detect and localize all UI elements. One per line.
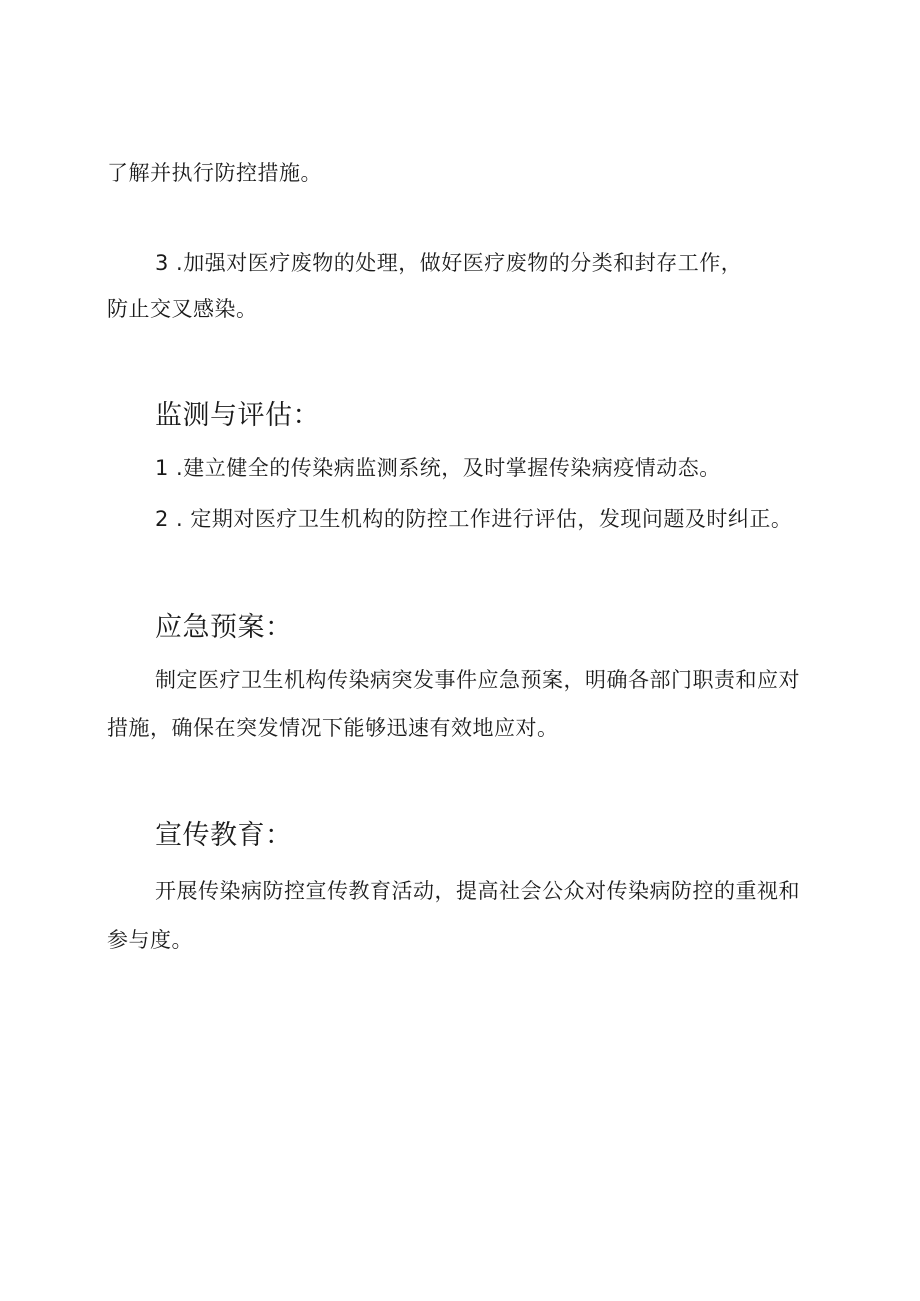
education-text-line-1: 开展传染病防控宣传教育活动，提高社会公众对传染病防控的重视和 — [155, 879, 800, 903]
intro-text-line-1: 了解并执行防控措施。 — [107, 161, 322, 185]
emergency-text-line-2: 措施，确保在突发情况下能够迅速有效地应对。 — [107, 716, 559, 740]
education-text-line-2: 参与度。 — [107, 928, 193, 952]
emergency-heading: 应急预案： — [155, 612, 293, 643]
monitoring-item-2: 2 . 定期对医疗卫生机构的防控工作进行评估，发现问题及时纠正。 — [155, 507, 793, 531]
monitoring-heading: 监测与评估： — [155, 400, 320, 431]
waste-item-line-2: 防止交叉感染。 — [107, 297, 258, 321]
education-heading: 宣传教育： — [155, 820, 293, 851]
emergency-text-line-1: 制定医疗卫生机构传染病突发事件应急预案，明确各部门职责和应对 — [155, 668, 800, 692]
waste-item-line-1: 3 .加强对医疗废物的处理，做好医疗废物的分类和封存工作， — [155, 251, 743, 275]
monitoring-item-1: 1 .建立健全的传染病监测系统，及时掌握传染病疫情动态。 — [155, 456, 721, 480]
